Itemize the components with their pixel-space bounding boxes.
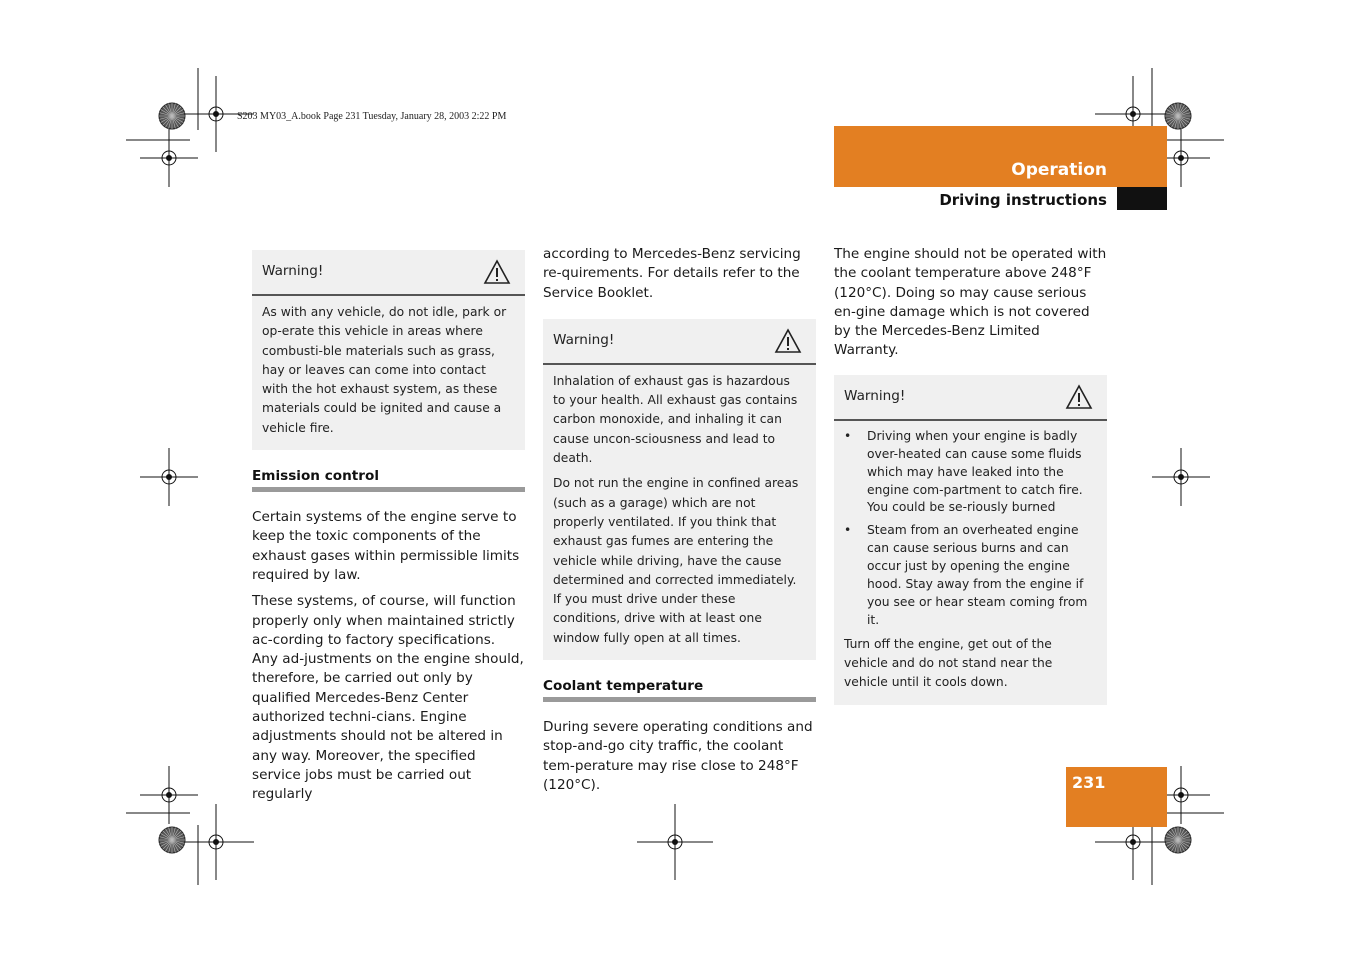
page-number-tab bbox=[1066, 767, 1167, 827]
warning-label: Warning! bbox=[844, 387, 906, 404]
heading-block bbox=[543, 678, 816, 702]
warning-header bbox=[252, 250, 525, 296]
column-1 bbox=[252, 245, 525, 812]
warning-triangle-icon bbox=[1065, 384, 1093, 410]
paragraph: During severe operating conditions and stop-and-go city traffic, the coolant tem-perature may rise close to 248°F (120°C). bbox=[543, 719, 813, 793]
file-info: S203 MY03_A.book Page 231 Tuesday, January 28, 2003 2:22 PM bbox=[237, 111, 507, 122]
registration-mark bbox=[214, 112, 219, 117]
registration-mark bbox=[1131, 112, 1136, 117]
warning-text: Inhalation of exhaust gas is hazardous to your health. All exhaust gas contains carbon monoxide, and inhaling it can cause uncon-sciousness and lead to death. bbox=[553, 373, 798, 466]
registration-mark bbox=[1179, 475, 1184, 480]
warning-text: As with any vehicle, do not idle, park or op-erate this vehicle in areas where combusti-ble materials such as grass, hay or leaves can come into contact with the hot exhaust system, as these materials could be ignited and cause a vehicle fire. bbox=[262, 305, 507, 435]
warning-box bbox=[834, 375, 1107, 705]
subsection-marker bbox=[1117, 187, 1167, 210]
section-heading: Emission control bbox=[252, 468, 525, 492]
warning-triangle-icon bbox=[483, 259, 511, 285]
paragraph: Certain systems of the engine serve to keep the toxic components of the exhaust gases within permissible limits required by law. bbox=[252, 509, 520, 583]
registration-mark bbox=[167, 156, 172, 161]
warning-label: Warning! bbox=[262, 263, 324, 279]
section-tab bbox=[834, 126, 1167, 187]
paragraph: The engine should not be operated with the coolant temperature above 248°F (120°C). Doing so may cause serious en-gine damage which is not covered by the Mercedes-Benz Limited Warranty. bbox=[834, 246, 1107, 359]
warning-label: Warning! bbox=[553, 331, 615, 348]
registration-mark bbox=[1179, 156, 1184, 161]
paragraph: according to Mercedes-Benz servicing re-quirements. For details refer to the Service Booklet. bbox=[543, 246, 801, 301]
warning-list bbox=[844, 428, 1097, 630]
section-heading: Coolant temperature bbox=[543, 678, 816, 702]
warning-text: Turn off the engine, get out of the vehicle and do not stand near the vehicle until it cools down. bbox=[844, 636, 1053, 690]
warning-header bbox=[834, 375, 1107, 421]
warning-box bbox=[543, 319, 816, 660]
registration-mark bbox=[214, 840, 219, 845]
page-number: 231 bbox=[1072, 773, 1106, 792]
list-item: • Driving when your engine is badly over-heated can cause some fluids which may have leaked into the engine com-partment to catch fire. You could be se-riously burned bbox=[844, 428, 1097, 518]
registration-mark bbox=[167, 475, 172, 480]
paragraph: These systems, of course, will function properly only when maintained strictly ac-cording to factory specifications. Any ad-justments on the engine should, therefore, be carried out only by qualified Mercedes-Benz Center authorized techni-cians. Engine adjustments should not be altered in any way. Moreover, the specified service jobs must be carried out regularly bbox=[252, 593, 524, 803]
registration-mark bbox=[167, 793, 172, 798]
heading-block bbox=[252, 468, 525, 492]
column-3 bbox=[834, 245, 1107, 719]
registration-mark bbox=[1131, 840, 1136, 845]
warning-triangle-icon bbox=[774, 328, 802, 354]
registration-mark bbox=[673, 840, 678, 845]
warning-body bbox=[834, 421, 1107, 705]
list-item: • Steam from an overheated engine can cause serious burns and can occur just by opening the engine hood. Stay away from the engine if you see or hear steam coming from it. bbox=[844, 522, 1097, 629]
warning-body bbox=[252, 296, 525, 450]
subsection-title: Driving instructions bbox=[939, 191, 1107, 209]
registration-mark bbox=[1179, 793, 1184, 798]
warning-header bbox=[543, 319, 816, 365]
warning-body bbox=[543, 365, 816, 660]
section-title: Operation bbox=[1011, 160, 1107, 180]
warning-box bbox=[252, 250, 525, 450]
column-2 bbox=[543, 245, 816, 802]
warning-text: Do not run the engine in confined areas (such as a garage) which are not properly ventilated. If you think that exhaust gas fumes are entering the vehicle while driving, have the cause determined and corrected immediately. If you must drive under these conditions, drive with at least one window fully open at all times. bbox=[553, 476, 799, 645]
